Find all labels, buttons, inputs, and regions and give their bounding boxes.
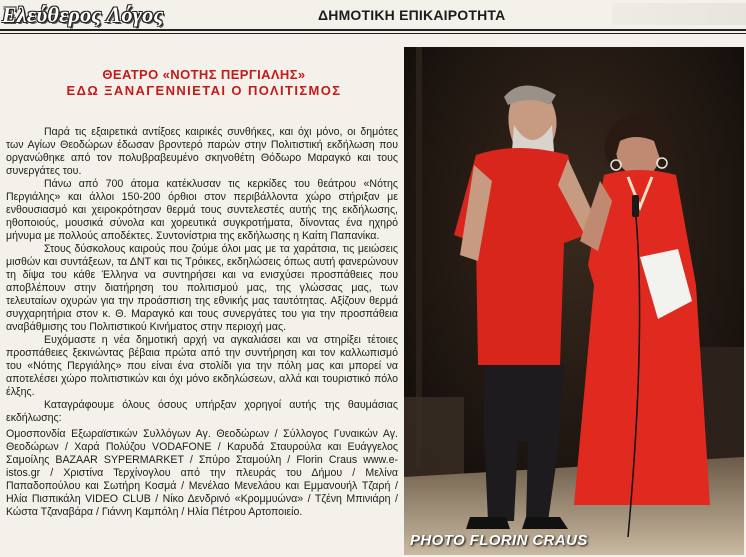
- photo-illustration: [404, 47, 744, 555]
- article-subtitle: ΕΔΩ ΞΑΝΑΓΕΝΝΙΕΤΑΙ Ο ΠΟΛΙΤΙΣΜΟΣ: [66, 83, 342, 98]
- article-paragraph: Στους δύσκολους καιρούς που ζούμε όλοι μας με τα χαράτσια, τις μειώσεις μισθών και συντάξεων, τα ΔΝΤ και τις Τρόικες, εκδηλώσεις όπως αυτή φανερώνουν τη δίψα του κάθε Έλληνα να συντηρήσει και να ενισχύσει προσπάθειες που αποβλέπουν στην διατήρηση του πολιτισμού μας, της γλώσσας μας, των τελευταίων οχυρών για την προάσπιση της εθνικής μας ταυτότητας. Αξίζουν θερμά συγχαρητήρια στον κ. Θ. Μαραγκό και τους συνεργάτες του για την προσπάθεια αναβάθμισης του Πολιτιστικού Κινήματος στην περιοχή μας.: [6, 243, 398, 333]
- faded-bleed-through: [612, 3, 746, 25]
- article-paragraph: Ευχόμαστε η νέα δημοτική αρχή να αγκαλιάσει και να στηρίξει τέτοιες προσπάθειες ξεκινώντας βέβαια πρώτα από την συντήρηση και τον καλλωπισμό του «Νότης Περγιάλης» που είναι ένα στολίδι για την πόλη μας και μπορεί να αποτελέσει χώρο πολιτιστικών και όχι μόνο εκδηλώσεων, αλλά και τουριστικό πόλο έλξης.: [6, 334, 398, 398]
- header-rule-thin: [0, 33, 746, 34]
- article-paragraph: Πάνω από 700 άτομα κατέκλυσαν τις κερκίδες του θεάτρου «Νότης Περγιάλης» και άλλοι 150-200 όρθιοι στον περιβάλλοντα χώρο στήριξαν με ενθουσιασμό και χειροκρότησαν θερμά τους συντελεστές αυτής της εκδήλωσης, ηθοποιούς, μουσικά σύνολα και χορευτικά συγκροτήματα, δίνοντας ένα ηχηρό μήνυμα με πολλούς αποδέκτες. Συντονίστρια της εκδήλωσης η Καίτη Παπανίκα.: [6, 178, 398, 242]
- article-paragraph: Καταγράφουμε όλους όσους υπήρξαν χορηγοί αυτής της θαυμάσιας εκδήλωσης:: [6, 399, 398, 424]
- article-headline: [28, 67, 380, 98]
- event-photo: [404, 47, 744, 555]
- article-title: ΘΕΑΤΡΟ «ΝΟΤΗΣ ΠΕΡΓΙΑΛΗΣ»: [102, 67, 306, 82]
- newspaper-logo: Ελεύθερος Λόγος: [2, 2, 164, 27]
- article-paragraph: Παρά τις εξαιρετικά αντίξοες καιρικές συνθήκες, και όχι μόνο, οι δημότες των Αγίων Θεοδώρων έδωσαν βροντερό παρών στην Πολιτιστική εκδήλωση που οργανώθηκε από τον πολυβραβευμένο σκηνοθέτη Θόδωρο Μαραγκό και τους συνεργάτες του.: [6, 126, 398, 177]
- masthead: [0, 0, 746, 30]
- section-heading: ΔΗΜΟΤΙΚΗ ΕΠΙΚΑΙΡΟΤΗΤΑ: [318, 7, 506, 23]
- article-body: [6, 126, 398, 519]
- microphone: [632, 195, 639, 217]
- photo-credit: PHOTO FLORIN CRAUS: [410, 532, 588, 549]
- sponsor-list: Ομοσπονδία Εξωραϊστικών Συλλόγων Αγ. Θεοδώρων / Σύλλογος Γυναικών Αγ. Θεοδώρων / Χαρά Πολύζου VODAFONE / Καρυδά Σταυρούλα και Ευάγγελος Σαμοίλης BAZAAR SYPERMARKET / Σπύρο Σταμούλη / Florin Craus www.e-istos.gr / Χριστίνα Τερχίνογλου από την πλευράς του Δήμου / Μελίνα Παπαδοπούλου και Σωτήρη Κοσμά / Μενέλαο Μενελάου και Εμμανουήλ Τζαρή / Ηλία Πισπικάλη VIDEO CLUB / Νίκο Δενδρινό «Κρομμυώνα» / Τζένη Μπινιάρη / Κώστα Τζαναβάρα / Γιάννη Καμπόλη / Ηλία Πέτρου Αρτοποιείο.: [6, 428, 398, 518]
- header-rule-thick: [0, 29, 746, 31]
